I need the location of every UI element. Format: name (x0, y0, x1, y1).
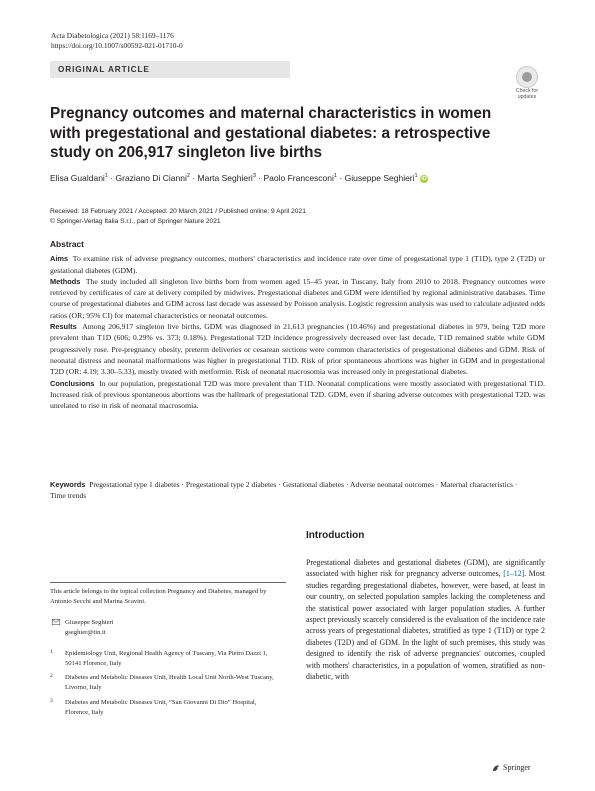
conclusions-label: Conclusions (50, 378, 95, 388)
author-name[interactable]: Marta Seghieri (197, 173, 253, 183)
copyright-line: © Springer-Verlag Italia S.r.l., part of Springer Nature 2021 (50, 218, 221, 225)
article-title: Pregnancy outcomes and maternal characteristics in women with pregestational and gestational diabetes: a retrospective study on 206,917 singleton live births (50, 105, 492, 161)
keywords-text: Pregestational type 1 diabetes · Pregestational type 2 diabetes · Gestational diabetes · Adverse neonatal outcomes · Maternal characteristics · Time trends (50, 480, 518, 501)
methods-label: Methods (50, 276, 81, 286)
methods-text: The study included all singleton live births born from women aged 15–45 year, in Tuscany, Italy from 2010 to 2018. Pregnancy outcomes were retrieved by certificates of care at delivery compiled by midwives. Pregestational diabetes and GDM were identified by regional administrative databases. Time course of pregestational diabetes and GDM across last decade was assessed by Poisson analysis. Logistic regression analysis was used to calculate adjusted odds ratios (OR; 95% CI) for maternal characteristics or neonatal outcomes. (50, 276, 545, 320)
author-name[interactable]: Paolo Francesconi (263, 173, 334, 183)
journal-citation: Acta Diabetologica (2021) 58:1169–1176 (51, 31, 174, 40)
introduction-body (306, 557, 545, 682)
corresponding-author (65, 618, 114, 638)
article-type-label: ORIGINAL ARTICLE (58, 64, 150, 74)
check-updates-text (510, 89, 544, 101)
intro-text-b: . Most studies regarding pregestational diabetes, however, were based, at least in our country, on selected population samples lacking the completeness and the statistical power associated with larger population studies. A further aspect previously scarcely considered is the evaluation of the incidence rate across years of pregestational diabetes, stratified as type 1 (T1D) or type 2 diabetes (T2D) and of GDM. In the light of such premises, this study was designed to identify the risk of adverse pregnancies' outcomes, coupled with mothers' characteristics, in a population of women, stratified as non-diabetic, with (306, 569, 545, 682)
affiliation-text: Diabetes and Metabolic Diseases Unit, “San Giovanni Di Dio” Hospital, Florence, Italy (65, 699, 257, 716)
footnote-divider (50, 582, 286, 583)
affiliation-number: 1 (50, 649, 53, 655)
affiliation-text: Diabetes and Metabolic Diseases Unit, Health Local Unit North-West Tuscany, Livorno, Italy (65, 674, 274, 691)
orcid-icon[interactable]: iD (421, 176, 427, 182)
author-list: Elisa Gualdani$^1$ · Graziano Di Cianni$^2$ · Marta Seghieri$^3$ · Paolo Francesconi$^1$ · Giuseppe Seghieri$^1$ iD (50, 173, 427, 183)
keywords-label: Keywords (50, 480, 86, 489)
envelope-icon (52, 619, 60, 625)
publication-dates (50, 207, 306, 227)
journal-header (51, 31, 183, 51)
introduction-paragraph (306, 557, 545, 682)
aims-text: To examine risk of adverse pregnancy outcomes, mothers' characteristics and incidence rate over time of pregestational type 1 (T1D), type 2 (T2D) or gestational diabetes (GDM). (50, 254, 545, 275)
author-affiliation-ref: 1 (414, 173, 418, 180)
abstract-aims (50, 253, 545, 276)
affiliation-number: 2 (50, 673, 53, 679)
check-updates-line2: updates (517, 93, 537, 100)
publication-history: Received: 18 February 2021 / Accepted: 20 March 2021 / Published online: 9 April 2021 (50, 208, 306, 215)
affiliation-number: 3 (50, 698, 53, 704)
publisher-name: Springer (503, 763, 531, 772)
intro-text-a: Pregestational diabetes and gestational diabetes (GDM), are significantly associated with higher risk for pregnancy adverse outcomes, (306, 558, 545, 579)
affiliation-text: Epidemiology Unit, Regional Health Agency of Tuscany, Via Pietro Dazzi 1, 50141 Florence, Italy (65, 650, 268, 667)
citation-link[interactable]: [1–12] (503, 569, 525, 579)
check-for-updates-badge[interactable] (512, 66, 542, 100)
author-affiliation-ref: 1 (333, 173, 338, 180)
abstract-heading: Abstract (50, 239, 84, 249)
author-affiliation-ref: 2 (186, 173, 190, 180)
corresponding-author-name: Giuseppe Seghieri (65, 619, 114, 626)
conclusions-text: In our population, pregestational T2D was more prevalent than T1D. Neonatal complications were mostly associated with pregestational T1D. Increased risk of previous spontaneous abortions was the hallmark of pregestational T2D. GDM, even if sharing adverse outcomes with pregestational T2D, was unrelated to rise in risk of neonatal macrosomia. (50, 378, 545, 411)
abstract (50, 239, 545, 411)
author-affiliation-ref: 3 (252, 173, 256, 180)
results-label: Results (50, 322, 77, 332)
springer-horse-icon (491, 763, 501, 773)
results-text: Among 206,917 singleton live births, GDM was diagnosed in 21,613 pregnancies (10.46%) and pregestational diabetes in 979, being T2D more prevalent than T1D (606; 0.29% vs. 373; 0.18%). Pregestational T2D incidence progressively decreased over last decade, T1D remained stable while GDM progressively rose. Pre-pregnancy obesity, preterm deliveries or cesarean sections were common characteristics of pregestational diabetes and GDM. Risk of neonatal distress and neonatal malformations was higher in pregestational T1D. Risk of prior spontaneous abortions was higher in GDM and in pregestational T2D (OR: 4.19; 3.30–5.33), mostly treated with metformin. Risk of neonatal macrosomia was increased only in pregestational diabetes. (50, 322, 545, 377)
aims-label: Aims (50, 254, 69, 264)
abstract-results (50, 321, 545, 377)
check-updates-line1: Check for (515, 88, 539, 94)
author-affiliation-ref: 1 (104, 173, 108, 180)
collection-note: This article belongs to the topical collection Pregnancy and Diabetes, managed by Antonio Secchi and Marina Scavini. (50, 588, 267, 605)
abstract-methods (50, 276, 545, 321)
introduction-heading: Introduction (306, 530, 365, 541)
check-updates-icon (516, 66, 538, 88)
abstract-conclusions (50, 378, 545, 412)
keywords (50, 479, 520, 501)
journal-doi[interactable]: https://doi.org/10.1007/s00592-021-01710-0 (51, 41, 183, 50)
corresponding-author-email[interactable]: gseghier@tin.it (65, 629, 106, 636)
author-name[interactable]: Giuseppe Seghieri (344, 173, 415, 183)
author-name[interactable]: Elisa Gualdani (50, 173, 105, 183)
author-name[interactable]: Graziano Di Cianni (115, 173, 187, 183)
